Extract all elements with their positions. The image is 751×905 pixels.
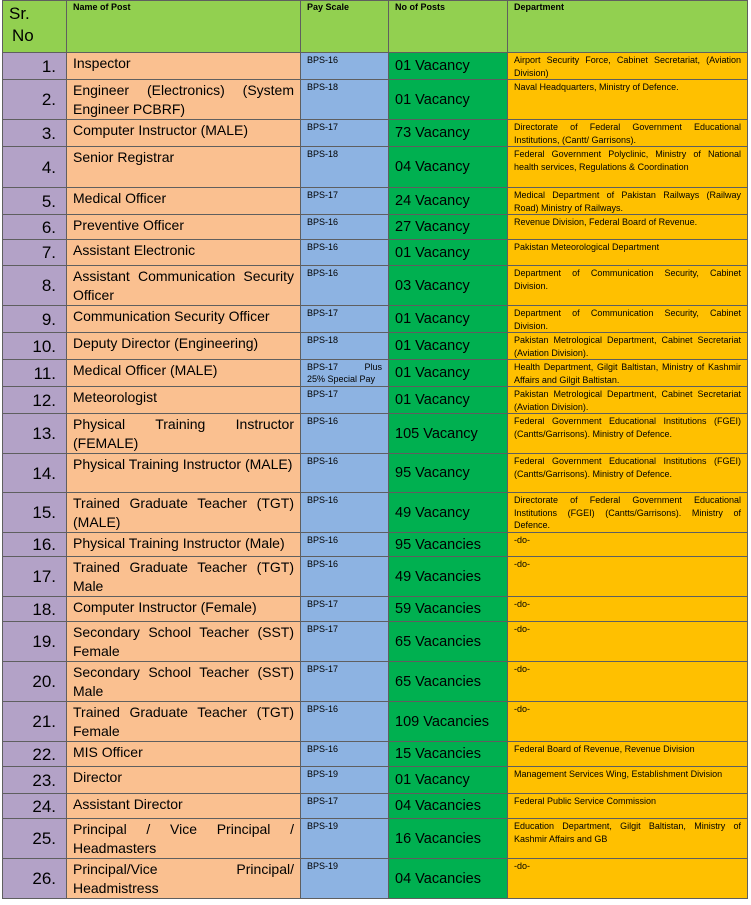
table-row <box>3 360 748 387</box>
post-name-cell: Communication Security Officer <box>67 306 301 333</box>
header-department: Department <box>508 1 748 53</box>
department-cell: -do- <box>508 597 748 622</box>
sr-no-cell: 24. <box>3 794 67 819</box>
post-name-cell: Physical Training Instructor (MALE) <box>67 454 301 493</box>
table-row <box>3 306 748 333</box>
no-of-posts-cell: 04 Vacancy <box>389 147 508 188</box>
sr-no-cell: 18. <box>3 597 67 622</box>
no-of-posts-cell: 01 Vacancy <box>389 333 508 360</box>
no-of-posts-cell: 03 Vacancy <box>389 266 508 306</box>
no-of-posts-cell: 01 Vacancy <box>389 387 508 414</box>
department-cell: Naval Headquarters, Ministry of Defence. <box>508 80 748 120</box>
department-cell: -do- <box>508 622 748 662</box>
no-of-posts-cell: 49 Vacancy <box>389 493 508 533</box>
pay-scale-cell: BPS-17 <box>301 120 389 147</box>
pay-scale-cell: BPS-16 <box>301 557 389 597</box>
header-pay-scale: Pay Scale <box>301 1 389 53</box>
sr-no-cell: 3. <box>3 120 67 147</box>
no-of-posts-cell: 04 Vacancies <box>389 794 508 819</box>
pay-scale-cell: BPS-17 <box>301 662 389 702</box>
table-row <box>3 53 748 80</box>
post-name-cell: Computer Instructor (Female) <box>67 597 301 622</box>
sr-no-cell: 14. <box>3 454 67 493</box>
pay-scale-line1: BPS-17 Plus <box>307 362 382 372</box>
sr-no-cell: 21. <box>3 702 67 742</box>
sr-no-cell: 13. <box>3 414 67 454</box>
no-of-posts-cell: 105 Vacancy <box>389 414 508 454</box>
department-cell: Airport Security Force, Cabinet Secretariat, (Aviation Division) <box>508 53 748 80</box>
sr-no-cell: 19. <box>3 622 67 662</box>
pay-scale-cell: BPS-18 <box>301 147 389 188</box>
department-cell: -do- <box>508 859 748 899</box>
table-row <box>3 702 748 742</box>
department-cell: Department of Communication Security, Cabinet Division. <box>508 266 748 306</box>
department-cell: Health Department, Gilgit Baltistan, Ministry of Kashmir Affairs and Gilgit Baltistan. <box>508 360 748 387</box>
department-cell: Pakistan Metrological Department, Cabinet Secretariat (Aviation Division). <box>508 333 748 360</box>
header-no-of-posts: No of Posts <box>389 1 508 53</box>
no-of-posts-cell: 73 Vacancy <box>389 120 508 147</box>
department-cell: -do- <box>508 557 748 597</box>
pay-scale-cell: BPS-17 <box>301 794 389 819</box>
department-cell: Medical Department of Pakistan Railways (Railway Road) Ministry of Railways. <box>508 188 748 215</box>
post-name-cell: Assistant Communication Security Officer <box>67 266 301 306</box>
post-name-cell: Deputy Director (Engineering) <box>67 333 301 360</box>
department-cell: Federal Board of Revenue, Revenue Division <box>508 742 748 767</box>
post-name-cell: Computer Instructor (MALE) <box>67 120 301 147</box>
sr-no-cell: 11. <box>3 360 67 387</box>
table-row <box>3 240 748 266</box>
no-of-posts-cell: 01 Vacancy <box>389 306 508 333</box>
sr-no-cell: 23. <box>3 767 67 794</box>
header-sr-line1: Sr. <box>9 4 30 23</box>
pay-scale-cell: BPS-16 <box>301 702 389 742</box>
department-cell: Directorate of Federal Government Educational Institutions (FGEI) (Cantts/Garrisons). Ministry of Defence. <box>508 493 748 533</box>
table-row <box>3 80 748 120</box>
pay-scale-cell: BPS-19 <box>301 767 389 794</box>
pay-scale-cell: BPS-18 <box>301 80 389 120</box>
sr-no-cell: 12. <box>3 387 67 414</box>
no-of-posts-cell: 24 Vacancy <box>389 188 508 215</box>
post-name-cell: Senior Registrar <box>67 147 301 188</box>
post-name-cell: Meteorologist <box>67 387 301 414</box>
sr-no-cell: 15. <box>3 493 67 533</box>
department-cell: -do- <box>508 702 748 742</box>
table-row <box>3 454 748 493</box>
post-name-cell: Engineer (Electronics) (System Engineer PCBRF) <box>67 80 301 120</box>
no-of-posts-cell: 27 Vacancy <box>389 215 508 240</box>
table-row <box>3 414 748 454</box>
table-row <box>3 662 748 702</box>
table-row <box>3 859 748 899</box>
no-of-posts-cell: 59 Vacancies <box>389 597 508 622</box>
department-cell: Federal Government Educational Institutions (FGEI) (Cantts/Garrisons). Ministry of Defence. <box>508 454 748 493</box>
post-name-cell: Secondary School Teacher (SST) Male <box>67 662 301 702</box>
no-of-posts-cell: 01 Vacancy <box>389 360 508 387</box>
no-of-posts-cell: 65 Vacancies <box>389 622 508 662</box>
post-name-cell: Physical Training Instructor (FEMALE) <box>67 414 301 454</box>
pay-scale-cell: BPS-19 <box>301 819 389 859</box>
sr-no-cell: 2. <box>3 80 67 120</box>
header-sr-line2: No <box>12 26 34 45</box>
post-name-cell: MIS Officer <box>67 742 301 767</box>
pay-scale-cell: BPS-17 <box>301 622 389 662</box>
no-of-posts-cell: 65 Vacancies <box>389 662 508 702</box>
sr-no-cell: 7. <box>3 240 67 266</box>
table-row <box>3 266 748 306</box>
pay-scale-cell: BPS-16 <box>301 742 389 767</box>
table-row <box>3 333 748 360</box>
pay-scale-cell: BPS-16 <box>301 266 389 306</box>
post-name-cell: Secondary School Teacher (SST) Female <box>67 622 301 662</box>
header-sr-no <box>3 1 67 53</box>
department-cell: Pakistan Meteorological Department <box>508 240 748 266</box>
department-cell: Federal Government Polyclinic, Ministry of National health services, Regulations & Coordination <box>508 147 748 188</box>
table-row <box>3 493 748 533</box>
post-name-cell: Principal/Vice Principal/ Headmistress <box>67 859 301 899</box>
pay-scale-cell: BPS-16 <box>301 240 389 266</box>
post-name-cell: Assistant Electronic <box>67 240 301 266</box>
pay-scale-cell: BPS-16 <box>301 414 389 454</box>
post-name-cell: Director <box>67 767 301 794</box>
pay-scale-cell <box>301 360 389 387</box>
pay-scale-cell: BPS-17 <box>301 387 389 414</box>
no-of-posts-cell: 95 Vacancies <box>389 533 508 557</box>
no-of-posts-cell: 01 Vacancy <box>389 80 508 120</box>
post-name-cell: Assistant Director <box>67 794 301 819</box>
post-name-cell: Medical Officer (MALE) <box>67 360 301 387</box>
pay-scale-line2: 25% Special Pay <box>307 374 376 384</box>
sr-no-cell: 26. <box>3 859 67 899</box>
table-row <box>3 794 748 819</box>
table-row <box>3 597 748 622</box>
pay-scale-cell: BPS-19 <box>301 859 389 899</box>
sr-no-cell: 1. <box>3 53 67 80</box>
post-name-cell: Medical Officer <box>67 188 301 215</box>
vacancies-table <box>2 0 748 899</box>
sr-no-cell: 22. <box>3 742 67 767</box>
department-cell: -do- <box>508 533 748 557</box>
sr-no-cell: 5. <box>3 188 67 215</box>
header-row <box>3 1 748 53</box>
pay-scale-cell: BPS-16 <box>301 454 389 493</box>
pay-scale-cell: BPS-17 <box>301 597 389 622</box>
sr-no-cell: 10. <box>3 333 67 360</box>
pay-scale-cell: BPS-17 <box>301 306 389 333</box>
table-row <box>3 557 748 597</box>
no-of-posts-cell: 49 Vacancies <box>389 557 508 597</box>
post-name-cell: Trained Graduate Teacher (TGT) Male <box>67 557 301 597</box>
pay-scale-cell: BPS-18 <box>301 333 389 360</box>
post-name-cell: Inspector <box>67 53 301 80</box>
department-cell: -do- <box>508 662 748 702</box>
pay-scale-cell: BPS-16 <box>301 533 389 557</box>
sr-no-cell: 16. <box>3 533 67 557</box>
no-of-posts-cell: 15 Vacancies <box>389 742 508 767</box>
pay-scale-cell: BPS-16 <box>301 493 389 533</box>
no-of-posts-cell: 95 Vacancy <box>389 454 508 493</box>
department-cell: Department of Communication Security, Cabinet Division. <box>508 306 748 333</box>
table-row <box>3 120 748 147</box>
no-of-posts-cell: 16 Vacancies <box>389 819 508 859</box>
sr-no-cell: 9. <box>3 306 67 333</box>
sr-no-cell: 17. <box>3 557 67 597</box>
no-of-posts-cell: 04 Vacancies <box>389 859 508 899</box>
table-row <box>3 767 748 794</box>
sr-no-cell: 4. <box>3 147 67 188</box>
department-cell: Revenue Division, Federal Board of Revenue. <box>508 215 748 240</box>
department-cell: Federal Government Educational Institutions (FGEI) (Cantts/Garrisons). Ministry of Defence. <box>508 414 748 454</box>
table-row <box>3 215 748 240</box>
department-cell: Federal Public Service Commission <box>508 794 748 819</box>
pay-scale-cell: BPS-16 <box>301 215 389 240</box>
no-of-posts-cell: 01 Vacancy <box>389 53 508 80</box>
sr-no-cell: 8. <box>3 266 67 306</box>
post-name-cell: Trained Graduate Teacher (TGT) (MALE) <box>67 493 301 533</box>
sr-no-cell: 20. <box>3 662 67 702</box>
table-row <box>3 188 748 215</box>
table-body <box>3 53 748 899</box>
table-row <box>3 819 748 859</box>
table-row <box>3 387 748 414</box>
pay-scale-cell: BPS-16 <box>301 53 389 80</box>
post-name-cell: Trained Graduate Teacher (TGT) Female <box>67 702 301 742</box>
post-name-cell: Physical Training Instructor (Male) <box>67 533 301 557</box>
post-name-cell: Principal / Vice Principal / Headmasters <box>67 819 301 859</box>
table-row <box>3 742 748 767</box>
department-cell: Directorate of Federal Government Educational Institutions, (Cantt/ Garrisons). <box>508 120 748 147</box>
table-row <box>3 147 748 188</box>
department-cell: Management Services Wing, Establishment Division <box>508 767 748 794</box>
no-of-posts-cell: 109 Vacancies <box>389 702 508 742</box>
post-name-cell: Preventive Officer <box>67 215 301 240</box>
pay-scale-cell: BPS-17 <box>301 188 389 215</box>
table-row <box>3 622 748 662</box>
table-row <box>3 533 748 557</box>
sr-no-cell: 25. <box>3 819 67 859</box>
no-of-posts-cell: 01 Vacancy <box>389 767 508 794</box>
sr-no-cell: 6. <box>3 215 67 240</box>
no-of-posts-cell: 01 Vacancy <box>389 240 508 266</box>
department-cell: Pakistan Metrological Department, Cabinet Secretariat (Aviation Division). <box>508 387 748 414</box>
header-post-name: Name of Post <box>67 1 301 53</box>
department-cell: Education Department, Gilgit Baltistan, Ministry of Kashmir Affairs and GB <box>508 819 748 859</box>
